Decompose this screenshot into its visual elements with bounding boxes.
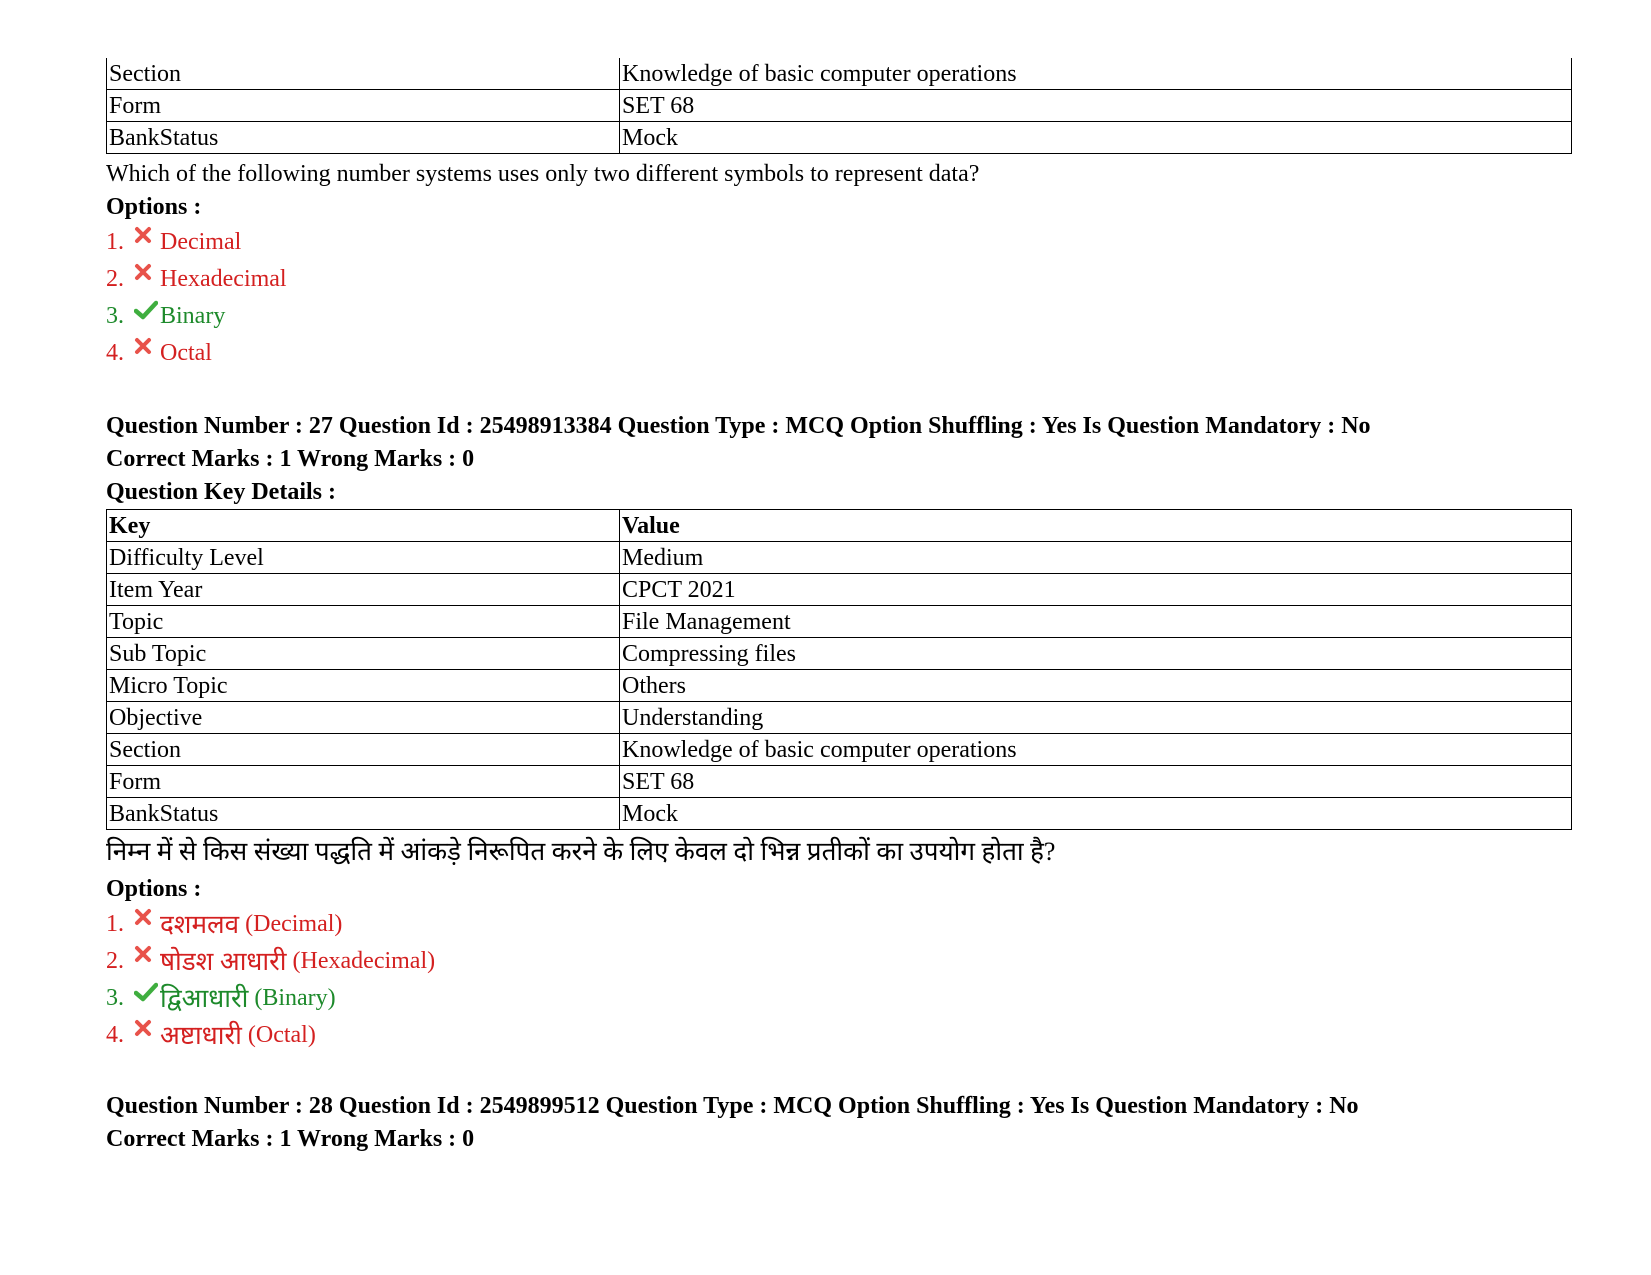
q27-key-details-label: Question Key Details : [106,479,336,505]
check-icon [134,298,160,335]
document-page [106,58,1576,1156]
q27-meta-line-1: Question Number : 27 Question Id : 25498913384 Question Type : MCQ Option Shuffling : Yes Is Question Mandatory : No [106,413,1371,439]
option-text-english: (Octal) [247,1022,316,1048]
key-cell: Sub Topic [107,638,620,670]
value-cell: SET 68 [620,90,1572,122]
table-row [107,574,1572,606]
option-number: 1. [106,911,124,937]
option-number: 4. [106,340,124,366]
value-cell: Mock [620,798,1572,830]
header-value: Value [620,510,1572,542]
cross-icon [134,224,160,261]
key-cell: Item Year [107,574,620,606]
table-row [107,766,1572,798]
key-cell: Objective [107,702,620,734]
table-row [107,606,1572,638]
option-number: 2. [106,948,124,974]
value-cell: Understanding [620,702,1572,734]
option-text: Binary [160,303,226,329]
cross-icon [134,1017,160,1054]
q28-meta-line-1: Question Number : 28 Question Id : 2549899512 Question Type : MCQ Option Shuffling : Yes Is Question Mandatory : No [106,1093,1359,1119]
cross-icon [134,943,160,980]
key-cell: Section [107,734,620,766]
option-number: 4. [106,1022,124,1048]
q27-options-label: Options : [106,876,202,902]
option-text-hindi: दशमलव [160,910,240,939]
table-header-row [107,510,1572,542]
table-row [107,670,1572,702]
table-row [107,638,1572,670]
header-key: Key [107,510,620,542]
value-cell: SET 68 [620,766,1572,798]
table-row [107,122,1572,154]
key-cell: Form [107,766,620,798]
q26-option-1 [106,224,1576,261]
q27-option-1 [106,906,1576,943]
option-text-english: (Hexadecimal) [292,948,436,974]
key-cell: BankStatus [107,122,620,154]
option-text-english: (Decimal) [245,911,343,937]
value-cell: Medium [620,542,1572,574]
value-cell: Knowledge of basic computer operations [620,734,1572,766]
q26-options-label: Options : [106,194,202,220]
option-text-hindi: अष्टाधारी [160,1021,242,1050]
value-cell: Knowledge of basic computer operations [620,58,1572,90]
key-cell: Difficulty Level [107,542,620,574]
q26-key-details-table [106,58,1572,154]
check-icon [134,980,160,1017]
option-number: 1. [106,229,124,255]
table-row [107,90,1572,122]
q26-option-3 [106,298,1576,335]
option-number: 3. [106,303,124,329]
key-cell: Section [107,58,620,90]
value-cell: File Management [620,606,1572,638]
option-text: Octal [160,340,212,366]
value-cell: Mock [620,122,1572,154]
cross-icon [134,906,160,943]
key-cell: BankStatus [107,798,620,830]
table-row [107,702,1572,734]
q27-option-4 [106,1017,1576,1054]
key-cell: Form [107,90,620,122]
cross-icon [134,261,160,298]
table-row [107,734,1572,766]
option-text: Decimal [160,229,242,255]
key-cell: Micro Topic [107,670,620,702]
value-cell: Compressing files [620,638,1572,670]
option-text-hindi: षोडश आधारी [160,947,287,976]
table-row [107,58,1572,90]
value-cell: Others [620,670,1572,702]
option-number: 3. [106,985,124,1011]
option-text-english: (Binary) [254,985,336,1011]
q26-option-4 [106,335,1576,372]
option-number: 2. [106,266,124,292]
q26-question-text: Which of the following number systems uses only two different symbols to represent data? [106,161,980,187]
cross-icon [134,335,160,372]
q27-option-3 [106,980,1576,1017]
q28-meta-line-2: Correct Marks : 1 Wrong Marks : 0 [106,1126,475,1152]
table-row [107,798,1572,830]
q27-option-2 [106,943,1576,980]
q27-question-text-hindi: निम्न में से किस संख्या पद्धति में आंकड़े निरूपित करने के लिए केवल दो भिन्न प्रतीकों का उपयोग होता है? [106,837,1056,866]
q27-key-details-table [106,509,1572,830]
option-text: Hexadecimal [160,266,287,292]
table-row [107,542,1572,574]
value-cell: CPCT 2021 [620,574,1572,606]
q27-meta-line-2: Correct Marks : 1 Wrong Marks : 0 [106,446,475,472]
option-text-hindi: द्विआधारी [160,984,249,1013]
key-cell: Topic [107,606,620,638]
q26-option-2 [106,261,1576,298]
